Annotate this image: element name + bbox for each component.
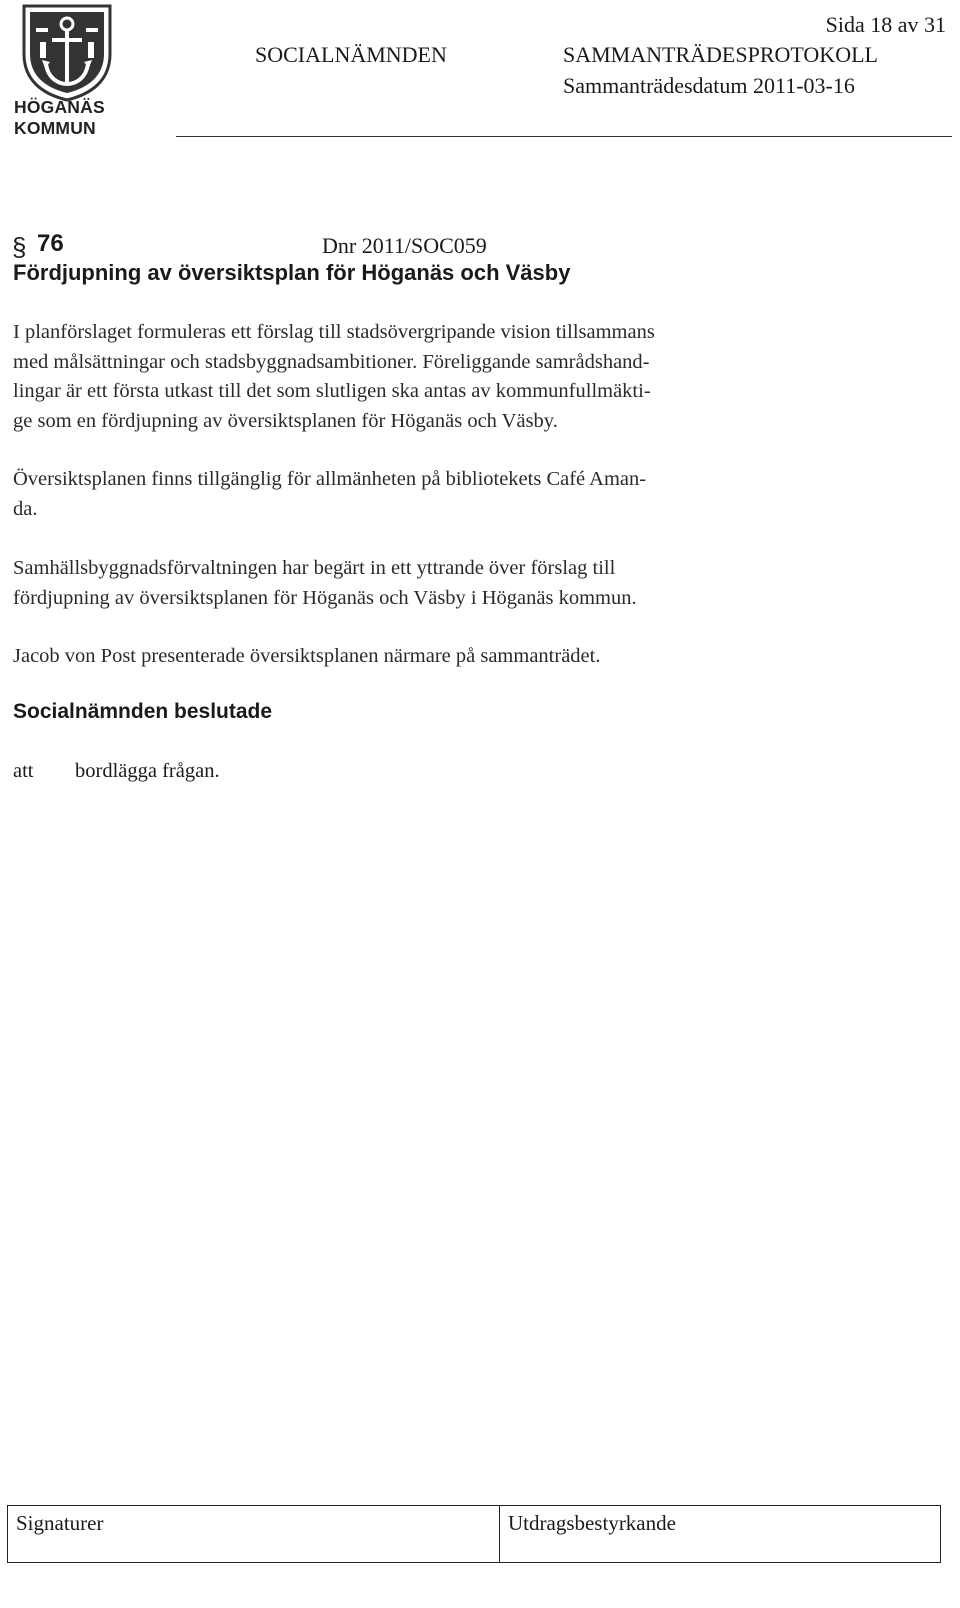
signature-footer xyxy=(7,1505,941,1563)
paragraph-sign: § xyxy=(12,232,27,262)
body-paragraph-2: Översiktsplanen finns tillgänglig för allmänheten på bibliotekets Café Aman- da. xyxy=(13,468,647,520)
decision-att-label: att xyxy=(13,760,34,782)
decision-text: bordlägga frågan. xyxy=(75,760,220,782)
diary-number: Dnr 2011/SOC059 xyxy=(322,233,487,258)
body-paragraph-1: I planförslaget formuleras ett förslag till stadsövergripande vision tillsammans med målsättningar och stadsbyggnadsambitioner. Föreliggande samrådshand- lingar är ett första utkast till det som slutligen ska antas av kommunfullmäkti- ge som en fördjupning av översiktsplanen för Höganäs och Väsby. xyxy=(13,321,655,433)
section-number: 76 xyxy=(37,230,64,257)
body-paragraph-3: Samhällsbyggnadsförvaltningen har begärt in ett yttrande över förslag till fördjupning av översiktsplanen för Höganäs och Väsby i Höganäs kommun. xyxy=(13,557,637,609)
header-divider xyxy=(176,136,952,137)
page-number: Sida 18 av 31 xyxy=(825,12,946,37)
body-paragraph-4: Jacob von Post presenterade översiktsplanen närmare på sammanträdet. xyxy=(13,645,601,667)
certification-label: Utdragsbestyrkande xyxy=(508,1511,676,1535)
municipality-logo xyxy=(12,2,122,140)
meeting-date: Sammanträdesdatum 2011-03-16 xyxy=(563,73,855,98)
signatures-cell xyxy=(8,1506,500,1562)
section-title: Fördjupning av översiktsplan för Höganäs och Väsby xyxy=(13,260,571,285)
logo-text-kommun: KOMMUN xyxy=(14,118,96,138)
coat-of-arms-icon xyxy=(12,2,122,102)
signatures-label: Signaturer xyxy=(16,1511,104,1535)
document-type: SAMMANTRÄDESPROTOKOLL xyxy=(563,42,878,67)
department-name: SOCIALNÄMNDEN xyxy=(255,42,447,67)
certification-cell xyxy=(500,1506,940,1562)
decision-heading: Socialnämnden beslutade xyxy=(13,700,273,723)
logo-text-hoganas: HÖGANÄS xyxy=(14,97,105,117)
